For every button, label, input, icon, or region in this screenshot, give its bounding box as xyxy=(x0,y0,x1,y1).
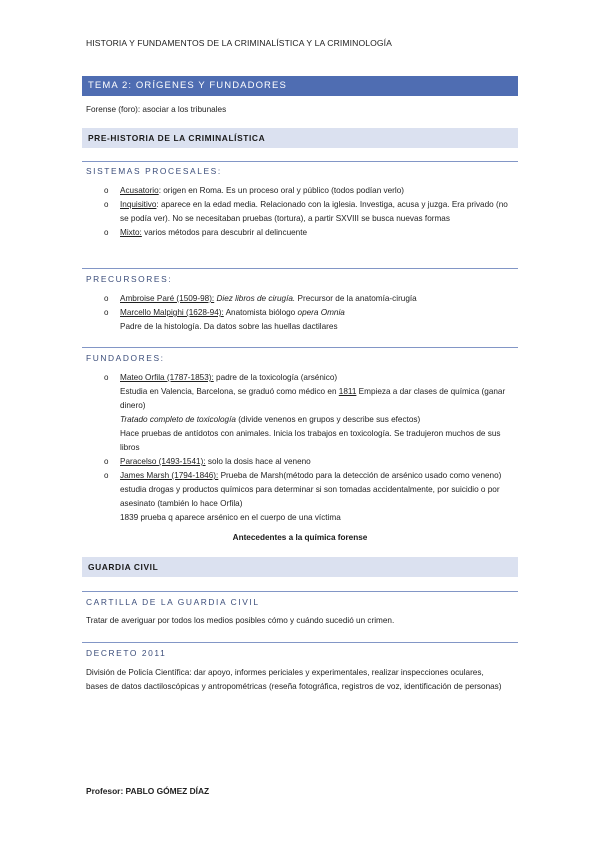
bullet-icon: o xyxy=(104,373,109,382)
precursor-work: opera Omnia xyxy=(297,308,345,317)
bullet-icon: o xyxy=(104,200,109,209)
fundador-name: James Marsh (1794-1846): xyxy=(120,471,219,480)
bullet-icon: o xyxy=(104,308,109,317)
list-item: o Inquisitivo: aparece en la edad media. Relacionado con la iglesia. Investiga, acusa y juzga. Era privado (no se podía ver). No se necesitaban pruebas (tortura), a partir SXVIII se busca nuevas formas xyxy=(104,200,508,223)
fundadores-note: Antecedentes a la química forense xyxy=(232,533,368,542)
marsh-line: 1839 prueba q aparece arsénico en el cuerpo de una víctima xyxy=(120,513,341,522)
fundador-desc: padre de la toxicología (arsénico) xyxy=(216,373,338,382)
fundadores-title: FUNDADORES: xyxy=(86,353,165,363)
list-item xyxy=(104,371,518,455)
section-divider xyxy=(82,161,518,162)
fundadores-list xyxy=(104,371,518,525)
section-divider xyxy=(82,347,518,348)
decreto-title: DECRETO 2011 xyxy=(86,648,167,658)
sistema-desc: aparece en la edad media. Relacionado con la iglesia. Investiga, acusa y juzga. Era privado (no se podía ver). No se necesitaban pruebas (tortura), a partir SXVIII se busca nuevas formas xyxy=(120,200,508,223)
sistema-term: Acusatorio xyxy=(120,186,159,195)
bullet-icon: o xyxy=(104,457,109,466)
sistema-desc: varios métodos para descubrir al delincuente xyxy=(144,228,308,237)
orfila-book: Tratado completo de toxicología xyxy=(120,415,236,424)
orfila-line: Estudia en Valencia, Barcelona, se graduó como médico en xyxy=(120,387,337,396)
sistema-term: Mixto: xyxy=(120,228,142,237)
fundador-name: Mateo Orfila (1787-1853): xyxy=(120,373,214,382)
list-item xyxy=(104,455,518,469)
cartilla-title: CARTILLA DE LA GUARDIA CIVIL xyxy=(86,597,260,607)
tema-title-bar: TEMA 2: ORÍGENES Y FUNDADORES xyxy=(82,76,518,96)
fundador-name: Paracelso (1493-1541): xyxy=(120,457,206,466)
bullet-icon: o xyxy=(104,471,109,480)
section-divider xyxy=(82,268,518,269)
precursores-title: PRECURSORES: xyxy=(86,274,173,284)
orfila-year: 1811 xyxy=(338,387,357,396)
footer-professor: Profesor: PABLO GÓMEZ DÍAZ xyxy=(86,786,210,796)
list-item xyxy=(104,226,514,240)
bullet-icon: o xyxy=(104,294,109,303)
list-item xyxy=(104,306,514,334)
document-header: HISTORIA Y FUNDAMENTOS DE LA CRIMINALÍSTICA Y LA CRIMINOLOGÍA xyxy=(86,38,393,48)
sistemas-title: SISTEMAS PROCESALES: xyxy=(86,166,222,176)
sistemas-list xyxy=(104,184,514,240)
precursores-list xyxy=(104,292,514,334)
section-divider xyxy=(82,642,518,643)
intro-text: Forense (foro): asociar a los tribunales xyxy=(86,105,227,114)
fundador-desc: Prueba de Marsh(método para la detección de arsénico usado como veneno) estudia drogas y productos químicos para determinar si son tomadas accidentalmente, por suicidio o por asesinato (también lo hace Orfila) xyxy=(120,471,502,508)
prehistoria-bar: PRE-HISTORIA DE LA CRIMINALÍSTICA xyxy=(82,128,518,148)
sistema-desc: origen en Roma. Es un proceso oral y público (todos podían verlo) xyxy=(163,186,405,195)
list-item xyxy=(104,292,514,306)
precursor-desc: Precursor de la anatomía-cirugía xyxy=(297,294,417,303)
precursor-desc: Anatomista biólogo xyxy=(225,308,296,317)
sistema-term: Inquisitivo xyxy=(120,200,157,209)
section-divider xyxy=(82,591,518,592)
list-item xyxy=(104,469,518,525)
precursor-name: Ambroise Paré (1509-98): xyxy=(120,294,215,303)
cartilla-text: Tratar de averiguar por todos los medios posibles cómo y cuándo sucedió un crimen. xyxy=(86,616,395,625)
fundador-desc: solo la dosis hace al veneno xyxy=(207,457,311,466)
list-item: o Acusatorio: origen en Roma. Es un proceso oral y público (todos podían verlo) xyxy=(104,184,514,198)
precursor-work: Diez libros de cirugía. xyxy=(216,294,296,303)
bullet-icon: o xyxy=(104,186,109,195)
orfila-line: Empieza a dar clases de química (ganar dinero) xyxy=(120,387,506,410)
orfila-line: Hace pruebas de antídotos con animales. Inicia los trabajos en toxicología. Se tradujeron muchos de sus libros xyxy=(120,429,501,452)
precursor-extra: Padre de la histología. Da datos sobre las huellas dactilares xyxy=(120,322,338,331)
bullet-icon: o xyxy=(104,228,109,237)
orfila-book-desc: (divide venenos en grupos y describe sus efectos) xyxy=(238,415,421,424)
decreto-text: División de Policía Científica: dar apoyo, informes periciales y experimentales, realizar inspecciones oculares, bases de datos dactiloscópicas y antropométricas (reseña fotográfica, registros de voz, identificación de personas) xyxy=(86,668,502,691)
guardia-bar: GUARDIA CIVIL xyxy=(82,557,518,577)
precursor-name: Marcello Malpighi (1628-94): xyxy=(120,308,224,317)
